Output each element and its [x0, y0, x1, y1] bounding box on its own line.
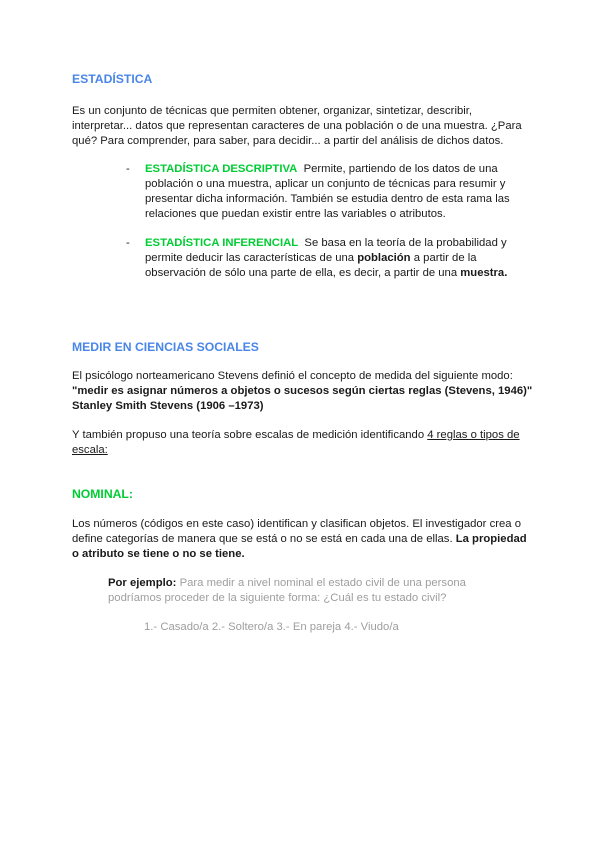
bullet-dash: - [126, 237, 130, 249]
scales-text: Y también propuso una teoría sobre escalas de medición identificando [72, 429, 425, 441]
bold-muestra: muestra. [460, 267, 508, 279]
term-inferencial: ESTADÍSTICA INFERENCIAL [145, 237, 299, 249]
marital-status-options: 1.- Casado/a 2.- Soltero/a 3.- En pareja 4.- Viudo/a [144, 621, 399, 633]
inferencial-definition-a: Se basa en la teoría de la probabilidad y permite deducir las características de una [145, 237, 507, 264]
stevens-author: Stanley Smith Stevens (1906 –1973) [72, 400, 264, 412]
inferencial-definition-b: a partir de la observación de sólo una parte de ella, es decir, a partir de una [145, 252, 477, 279]
bullet-dash: - [126, 163, 130, 175]
section-heading-nominal: NOMINAL: [72, 487, 133, 501]
bullet-inferencial-text [145, 236, 515, 281]
example-paragraph [108, 576, 508, 606]
stevens-paragraph [72, 369, 542, 414]
scales-paragraph [72, 428, 522, 458]
section-heading-estadistica: ESTADÍSTICA [72, 72, 153, 86]
bold-poblacion: población [357, 252, 411, 264]
nominal-paragraph [72, 517, 528, 562]
stevens-quote: "medir es asignar números a objetos o sucesos según ciertas reglas (Stevens, 1946)" [72, 385, 533, 397]
stevens-intro: El psicólogo norteamericano Stevens definió el concepto de medida del siguiente modo: [72, 370, 513, 382]
nominal-bold: La propiedad o atributo se tiene o no se tiene. [72, 533, 527, 560]
section-heading-medir: MEDIR EN CIENCIAS SOCIALES [72, 340, 259, 354]
descriptiva-definition: Permite, partiendo de los datos de una población o una muestra, aplicar un conjunto de técnicas para resumir y presentar dicha información. También se estudia dentro de esta rama las relaciones que puedan existir entre las variables o atributos. [145, 163, 510, 220]
intro-paragraph: Es un conjunto de técnicas que permiten obtener, organizar, sintetizar, describir, interpretar... datos que representan caracteres de una población o de una muestra. ¿Para qué? Para comprender, para saber, para decidir... a partir del análisis de dichos datos. [72, 105, 522, 147]
example-text: Para medir a nivel nominal el estado civil de una persona podríamos proceder de la siguiente forma: ¿Cuál es tu estado civil? [108, 577, 466, 604]
example-label: Por ejemplo: [108, 577, 177, 589]
nominal-text: Los números (códigos en este caso) identifican y clasifican objetos. El investigador crea o define categorías de manera que se está o no se está en cada una de ellas. [72, 518, 521, 545]
term-descriptiva: ESTADÍSTICA DESCRIPTIVA [145, 163, 298, 175]
bullet-descriptiva-text [145, 162, 515, 222]
scales-underlined: 4 reglas o tipos de escala: [72, 429, 520, 456]
